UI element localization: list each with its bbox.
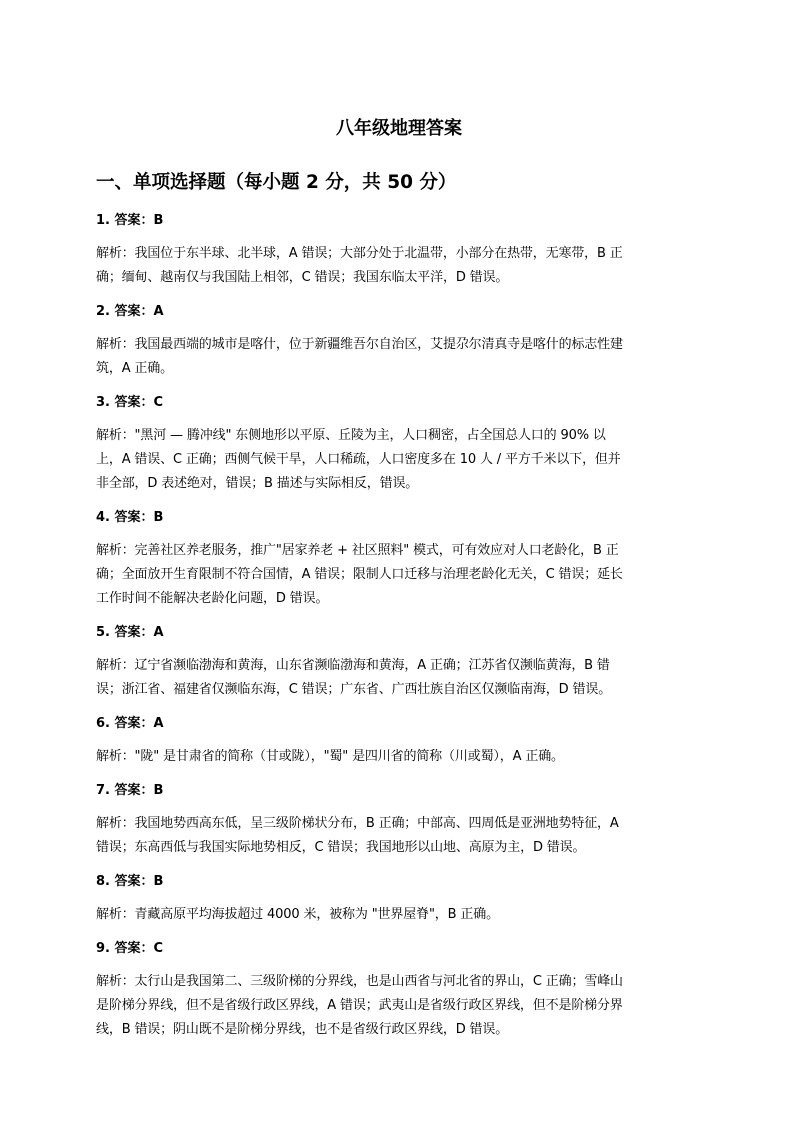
question-item — [96, 939, 702, 1042]
question-item — [96, 781, 702, 860]
analysis-paragraph — [96, 654, 702, 702]
question-item — [96, 872, 702, 927]
analysis-paragraph — [96, 812, 702, 860]
analysis-line: 误；浙江省、福建省仅濒临东海，C 错误；广东省、广西壮族自治区仅濒临南海，D 错误。 — [96, 682, 612, 697]
answer-label: 9. 答案：C — [96, 941, 164, 956]
answer-label: 2. 答案：A — [96, 304, 164, 319]
analysis-line: 是阶梯分界线，但不是省级行政区界线，A 错误；武夷山是省级行政区界线，但不是阶梯分界 — [96, 998, 623, 1013]
analysis-line: 确；缅甸、越南仅与我国陆上相邻，C 错误；我国东临太平洋，D 错误。 — [96, 270, 509, 285]
analysis-paragraph — [96, 333, 702, 381]
answer-label: 6. 答案：A — [96, 716, 164, 731]
analysis-line: 解析：青藏高原平均海拔超过 4000 米，被称为 "世界屋脊"，B 正确。 — [96, 907, 499, 922]
question-item — [96, 508, 702, 611]
analysis-line: 上，A 错误、C 正确；西侧气候干旱，人口稀疏，人口密度多在 10 人 / 平方千米以下，但并 — [96, 452, 621, 467]
analysis-line: 解析：太行山是我国第二、三级阶梯的分界线，也是山西省与河北省的界山，C 正确；雪峰山 — [96, 974, 623, 989]
question-list — [96, 211, 702, 1054]
question-item — [96, 302, 702, 381]
section-heading: 一、单项选择题（每小题 2 分，共 50 分） — [96, 172, 457, 193]
analysis-paragraph — [96, 745, 702, 769]
analysis-line: 解析：我国最西端的城市是喀什，位于新疆维吾尔自治区，艾提尕尔清真寺是喀什的标志性建 — [96, 337, 623, 352]
analysis-line: 错误；东高西低与我国实际地势相反，C 错误；我国地形以山地、高原为主，D 错误。 — [96, 840, 586, 855]
analysis-line: 线，B 错误；阴山既不是阶梯分界线，也不是省级行政区界线，D 错误。 — [96, 1022, 509, 1037]
question-item — [96, 211, 702, 290]
analysis-line: 解析："黑河 — 腾冲线" 东侧地形以平原、丘陵为主，人口稠密，占全国总人口的 90% 以 — [96, 428, 606, 443]
analysis-line: 解析："陇" 是甘肃省的简称（甘或陇），"蜀" 是四川省的简称（川或蜀），A 正确。 — [96, 749, 564, 764]
answer-label: 8. 答案：B — [96, 874, 164, 889]
answer-label: 1. 答案：B — [96, 213, 164, 228]
answer-label: 3. 答案：C — [96, 395, 164, 410]
answer-label: 5. 答案：A — [96, 625, 164, 640]
analysis-paragraph — [96, 424, 702, 496]
analysis-line: 解析：我国地势西高东低，呈三级阶梯状分布，B 正确；中部高、四周低是亚洲地势特征，A — [96, 816, 619, 831]
answer-label: 4. 答案：B — [96, 510, 164, 525]
analysis-line: 工作时间不能解决老龄化问题，D 错误。 — [96, 591, 329, 606]
analysis-line: 非全部，D 表述绝对，错误；B 描述与实际相反，错误。 — [96, 476, 419, 491]
question-item — [96, 393, 702, 496]
analysis-line: 解析：我国位于东半球、北半球，A 错误；大部分处于北温带，小部分在热带，无寒带，B 正 — [96, 246, 623, 261]
question-item — [96, 714, 702, 769]
document-title: 八年级地理答案 — [336, 118, 462, 139]
answer-label: 7. 答案：B — [96, 783, 164, 798]
question-item — [96, 623, 702, 702]
analysis-paragraph — [96, 242, 702, 290]
analysis-line: 确；全面放开生育限制不符合国情，A 错误；限制人口迁移与治理老龄化无关，C 错误；延长 — [96, 567, 623, 582]
analysis-line: 解析：完善社区养老服务，推广"居家养老 + 社区照料" 模式，可有效应对人口老龄化，B 正 — [96, 543, 619, 558]
analysis-paragraph — [96, 539, 702, 611]
analysis-line: 筑，A 正确。 — [96, 361, 173, 376]
analysis-paragraph — [96, 903, 702, 927]
analysis-line: 解析：辽宁省濒临渤海和黄海，山东省濒临渤海和黄海，A 正确；江苏省仅濒临黄海，B 错 — [96, 658, 610, 673]
analysis-paragraph — [96, 970, 702, 1042]
